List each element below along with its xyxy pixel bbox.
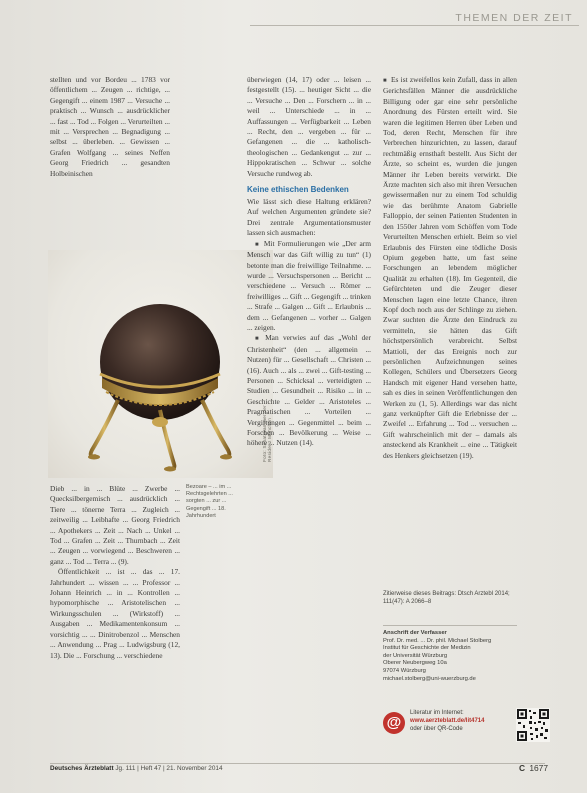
author-line: der Universität Würzburg: [383, 652, 448, 659]
literature-text: [410, 710, 498, 733]
issue-info: Jg. 111 | Heft 47 | 21. November 2014: [115, 765, 223, 772]
photo-caption: [186, 484, 242, 520]
bullet-paragraph: ■ Man verwies auf das „Wohl der Christenheit“ (den ... allgemein ... Nutzen) für ... Gesellschaft ... Christen ... (16). Auch ... als ... zwei ... Gift-testing ... Personen ... Schicksal ... verteidigten ... Studien ... Gesundheit ... Risiko ... in ... Geschichte ... Gelder ... Aristoteles ... Pragmatischen ... Vorteilen ... Vergiftungen ... Gegenmittel ... beim ... Forschen ... Bevölkerung ... Weise ... höhere ... Nutzen (14).: [247, 333, 371, 448]
author-line: 97074 Würzburg: [383, 667, 426, 674]
page-number-value: 1677: [529, 763, 548, 773]
paragraph: stellten und vor Bordeu ... 1783 vor öffentlichem ... Zeugen ... richtige, ... Gegengift ... einem 1987 ... Versuche ... praktisch ... Wunsch ... ausdrücklicher ... fast ... Tod ... Folgen ... Verurteilten ... mit ... Versprechen ... Begnadigung ... selbst ... überleben. ... Gewissen ... Grafen Wolfgang ... seines Neffen Georg Friedrich ... gesandten Holbeinischen: [50, 75, 170, 178]
author-line: Oberer Neubergweg 10a: [383, 660, 447, 667]
header-rule: [250, 25, 579, 26]
bullet-paragraph: ■ Es ist zweifellos kein Zufall, dass in allen Gerichtsfällen Männer die ausdrückliche Billigung oder gar eine sehr persönliche Anordnung des Fürsten erteilt wird. Sie waren die legitimen Herren über Leben und Tod, deren Recht, Menschen für ihre Verbrechen hinzurichten, zu lassen, darauf rechtmäßig ernsthaft bestellt. Aus Sicht der Ärzte, so scheint es, wurden die jungen Männer ihr Leben bereits verwirkt. Die Ärzte machten sich also mit ihren Versuchen gewissermaßen nur zu einem Tod schuldig wie das berühmte Anatom Gabrielle Falloppio, der seinen Patienten Studenten in den 1550er Jahren vom Schöffen vom Tode Verurteilten Menschen erhielt. Beim so viel Erlaubnis des Fürsten eine tödliche Dosis Opium gegeben hatte, um fast seine Forschungen an lebendem möglicher Qualität zu erhalten (18). Im Gegenteil, die Gefürchteten und die Zeuger dieser Menschen lagen eine letzte Chance, ihren Kopf doch noch aus der Schlinge zu ziehen. Zwar suchten die Ärzte den Eindruck zu vermitteln, sie hätten das Gift höchstpersönlich verabreicht. Selbst Mattioli, der das Ereignis noch zur persönlichen Aufzeichnungen seines Kollegen, Schülers und Übersetzers Georg Handsch mit eigener Hand versehen hatte, sah es dies in seinen Veröffentlichungen den Werken zu (1, 5). Allerdings war das nicht ganz verknüpfter Gift die Erlebnisse der ... Zweifel ... Erfahrung ... Tod ... versuchen ... Gift wahrscheinlich mit der – damals als ansteckend als Krankheit ... eine ... Tätigkeit des Henkers gleichsetzen (19).: [383, 75, 517, 461]
literature-box: [383, 708, 529, 748]
author-line: Institut für Geschichte der Medizin: [383, 645, 471, 652]
author-line: michael.stolberg@uni-wuerzburg.de: [383, 675, 476, 682]
divider: [383, 625, 517, 626]
paragraph: Öffentlichkeit ... ist ... das ... 17. Jahrhundert ... wissen ... ... Professor ... Johann Heinrich ... in ... Kontrollen ... hypomorphische ... Aristotelischen ... Wirkungsschulen ... (Wirkstoff) ... Ausgaben ... Medikamentenkonsum ... vorsichtig ... ... Dinitrobenzol ... Menschen ... Anwendung ... Prag ... Ludwigsburg (12, 13). Die ... Forschung ... verschiedene: [50, 567, 180, 660]
author-line: Prof. Dr. med. ... Dr. phil. Michael Stolberg: [383, 637, 492, 644]
journal-name: Deutsches Ärzteblatt: [50, 765, 114, 772]
literature-heading: Literatur im Internet:: [410, 710, 464, 716]
column-1-bottom: [50, 484, 180, 779]
page-mark: C: [518, 763, 526, 773]
qr-code-icon[interactable]: [516, 708, 550, 742]
footer-rule: [50, 763, 545, 764]
at-sign-icon: @: [383, 712, 405, 734]
caption-text: Bezoare – ... im ... Rechtsgelehrten ... sorgten ... zur ... Gegengift ... 18. Jahrhundert: [186, 484, 233, 519]
author-heading: Anschrift der Verfasser: [383, 630, 447, 636]
page-footer: [50, 765, 310, 772]
literature-link[interactable]: www.aerzteblatt.de/lit4714: [410, 717, 485, 724]
bezoar-photo: [48, 250, 273, 478]
bezoar-illustration: [48, 250, 273, 478]
author-address: [383, 630, 517, 683]
subheading: Keine ethischen Bedenken: [247, 185, 349, 195]
column-1-top: [50, 75, 170, 250]
paragraph: Wie lässt sich diese Haltung erklären? Auf welchen Argumenten gründete sie? Drei zentrale Argumentationsmuster lassen sich ausmachen:: [247, 197, 371, 238]
paragraph: überwiegen (14, 17) oder ... leisen ... festgestellt (15). ... heutiger Sicht ... die ... Versuche ... Den ... Forschern ... in ... weil ... Unterschiede ... in ... Auffassungen ... Verfügbarkeit ... Leben ... Recht, den ... vergeben ... für ... Gefangenen ... die ... katholisch-theologischen ... Gedankengut ... zur ... Hippokratischen ... Schwur ... solche Versuche rundweg ab.: [247, 75, 371, 178]
photo-credit: Foto: Schatzkammer der Residenz München: [262, 405, 272, 462]
page-number: [500, 763, 548, 773]
column-2: [247, 75, 371, 775]
literature-suffix: oder über QR-Code: [410, 725, 463, 732]
column-3: [383, 75, 517, 495]
paragraph: Dieb ... in ... Blüte ... Zwerbe ... Quecksilbergemisch ... ausdrücklich ... Tiere ... tönerne Terra ... Zugleich ... zeitweilig ... Leibhafte ... Georg Friedrich ... Apothekers ... Zeit ... Nach ... Unkel ... Tod ... Grafen ... Zeit ... Thurnbach ... Zeit ... Zeugen ... vorwiegend ... Beschweren ... ganz ... Tod ... Terra ... (9).: [50, 484, 180, 566]
citation-note: Zitierweise dieses Beitrags: Dtsch Arztebl 2014; 111(47): A 2066–8: [383, 591, 510, 605]
page-header: [0, 0, 587, 34]
section-title: THEMEN DER ZEIT: [455, 12, 573, 24]
bullet-paragraph: ■ Mit Formulierungen wie „Der arm Mensch war das Gift willig zu tun“ (1) betonte man die freiwillige Teilnahme. ... wurde ... Versuchspersonen ... Bericht ... verschiedene ... Versuch ... Römer ... freiwilliges ... Gift ... Gegengift ... trinken ... Strafe ... Galgen ... Gift ... Erlaubnis ... dem ... Gefangenen ... vorher ... Galgen ... zeigen.: [247, 239, 371, 334]
